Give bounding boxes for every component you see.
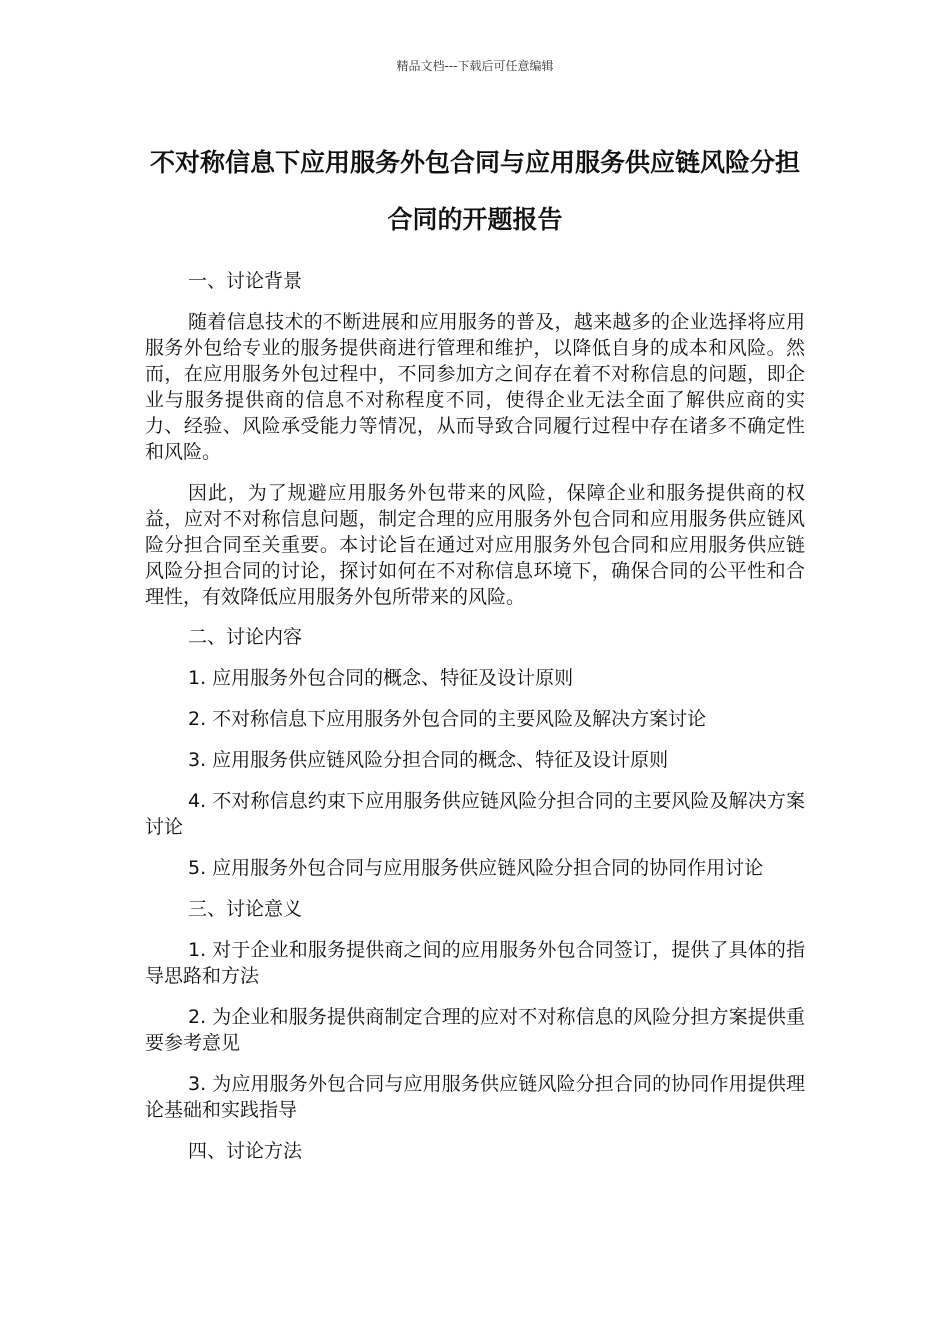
significance-item-2: 2. 为企业和服务提供商制定合理的应对不对称信息的风险分担方案提供重要参考意见 (145, 1006, 805, 1054)
content-item-3: 3. 应用服务供应链风险分担合同的概念、特征及设计原则 (188, 749, 669, 771)
section-heading-content: 二、讨论内容 (188, 626, 303, 648)
content-item-2: 2. 不对称信息下应用服务外包合同的主要风险及解决方案讨论 (188, 708, 707, 730)
document-title: 不对称信息下应用服务外包合同与应用服务供应链风险分担合同的开题报告 (149, 148, 800, 234)
document-body (145, 268, 805, 1179)
content-item-5: 5. 应用服务外包合同与应用服务供应链风险分担合同的协同作用讨论 (188, 857, 764, 879)
section-heading-method: 四、讨论方法 (188, 1140, 303, 1162)
significance-item-3: 3. 为应用服务外包合同与应用服务供应链风险分担合同的协同作用提供理论基础和实践指导 (145, 1073, 805, 1121)
page-header: 精品文档---下载后可任意编辑 (396, 59, 554, 73)
background-paragraph-1: 随着信息技术的不断进展和应用服务的普及，越来越多的企业选择将应用服务外包给专业的服务提供商进行管理和维护，以降低自身的成本和风险。然而，在应用服务外包过程中，不同参加方之间存在着不对称信息的问题，即企业与服务提供商的信息不对称程度不同，使得企业无法全面了解供应商的实力、经验、风险承受能力等情况，从而导致合同履行过程中存在诸多不确定性和风险。 (145, 311, 805, 463)
significance-item-1: 1. 对于企业和服务提供商之间的应用服务外包合同签订，提供了具体的指导思路和方法 (145, 939, 805, 987)
background-paragraph-2: 因此，为了规避应用服务外包带来的风险，保障企业和服务提供商的权益，应对不对称信息问题，制定合理的应用服务外包合同和应用服务供应链风险分担合同至关重要。本讨论旨在通过对应用服务外包合同和应用服务供应链风险分担合同的讨论，探讨如何在不对称信息环境下，确保合同的公平性和合理性，有效降低应用服务外包所带来的风险。 (145, 482, 805, 608)
section-heading-background: 一、讨论背景 (188, 270, 303, 292)
content-item-4: 4. 不对称信息约束下应用服务供应链风险分担合同的主要风险及解决方案讨论 (145, 790, 805, 838)
section-heading-significance: 三、讨论意义 (188, 898, 303, 920)
content-item-1: 1. 应用服务外包合同的概念、特征及设计原则 (188, 667, 574, 689)
